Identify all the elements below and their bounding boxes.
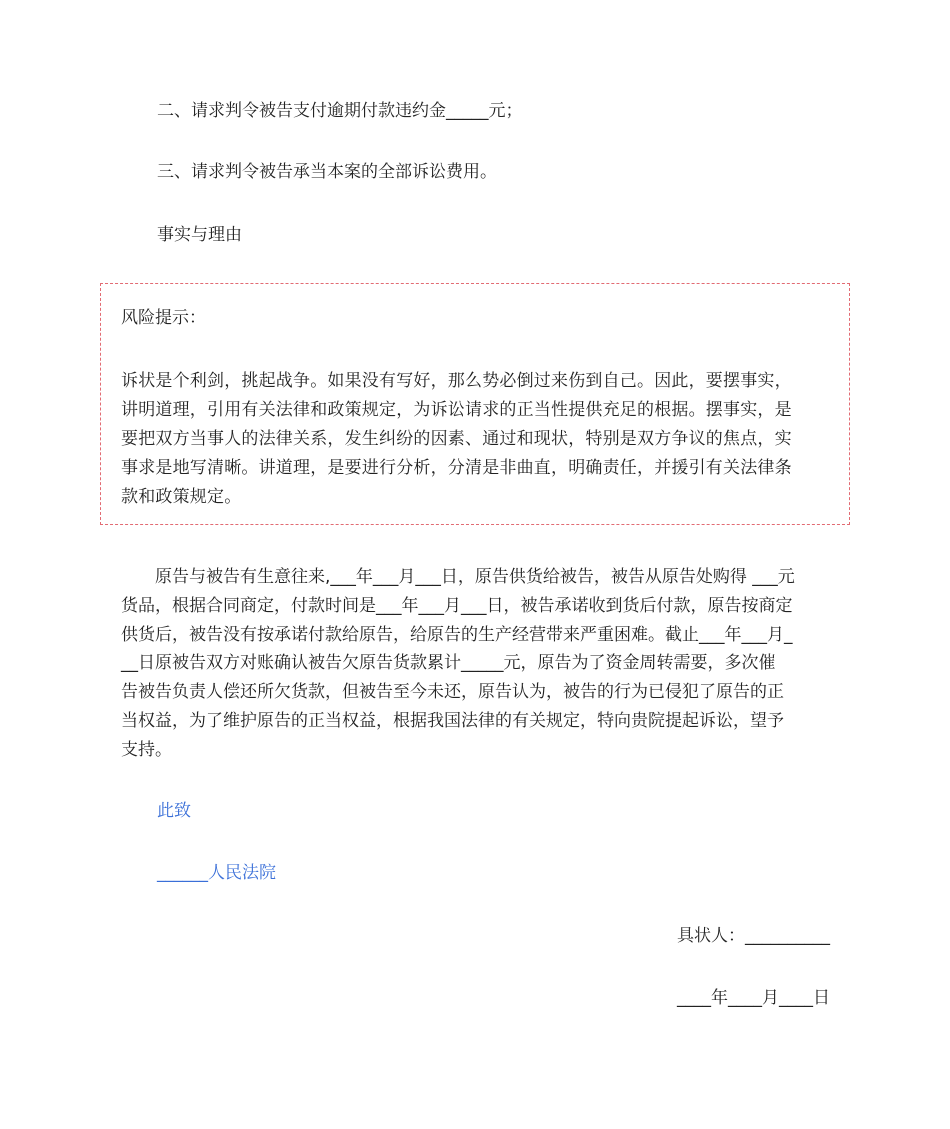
paragraph-line: 支持。 — [121, 739, 172, 760]
risk-notice-line: 事求是地写清晰。讲道理，是要进行分析，分清是非曲直，明确责任，并援引有关法律条 — [121, 458, 792, 478]
paragraph-line: 供货后，被告没有按承诺付款给原告，给原告的生产经营带来严重困难。截止___年___月_ — [121, 624, 793, 645]
risk-notice-line: 要把双方当事人的法律关系，发生纠纷的因素、通过和现状，特别是双方争议的焦点，实 — [121, 429, 792, 449]
claim-item-2: 二、请求判令被告支付逾期付款违约金_____元； — [157, 101, 523, 121]
risk-notice-body — [121, 367, 833, 512]
risk-notice-title: 风险提示： — [121, 308, 206, 328]
risk-notice-box — [100, 283, 850, 525]
risk-notice-line: 款和政策规定。 — [121, 487, 242, 507]
paragraph-line: 告被告负责人偿还所欠货款，但被告至今未还，原告认为，被告的行为已侵犯了原告的正 — [121, 682, 784, 703]
paragraph-line: 货品，根据合同商定，付款时间是___年___月___日，被告承诺收到货后付款，原告按商定 — [121, 595, 793, 616]
paragraph-line: __日原被告双方对账确认被告欠原告货款累计_____元，原告为了资金周转需要，多次催 — [121, 653, 776, 674]
court-name: ______人民法院 — [157, 863, 276, 883]
signer-line: 具状人：__________ — [677, 926, 830, 946]
section-heading: 事实与理由 — [157, 225, 242, 245]
claim-item-3: 三、请求判令被告承当本案的全部诉讼费用。 — [157, 162, 497, 182]
salutation: 此致 — [157, 801, 191, 821]
paragraph-line: 原告与被告有生意往来,___年___月___日，原告供货给被告，被告从原告处购得 ___元 — [121, 567, 795, 587]
risk-notice-line: 讲明道理，引用有关法律和政策规定，为诉讼请求的正当性提供充足的根据。摆事实，是 — [121, 400, 792, 420]
paragraph-line: 当权益，为了维护原告的正当权益，根据我国法律的有关规定，特向贵院提起诉讼，望予 — [121, 710, 784, 731]
facts-paragraph — [121, 563, 831, 765]
date-line: ____年____月____日 — [677, 988, 830, 1008]
risk-notice-line: 诉状是个利剑，挑起战争。如果没有写好，那么势必倒过来伤到自己。因此，要摆事实， — [121, 371, 792, 391]
